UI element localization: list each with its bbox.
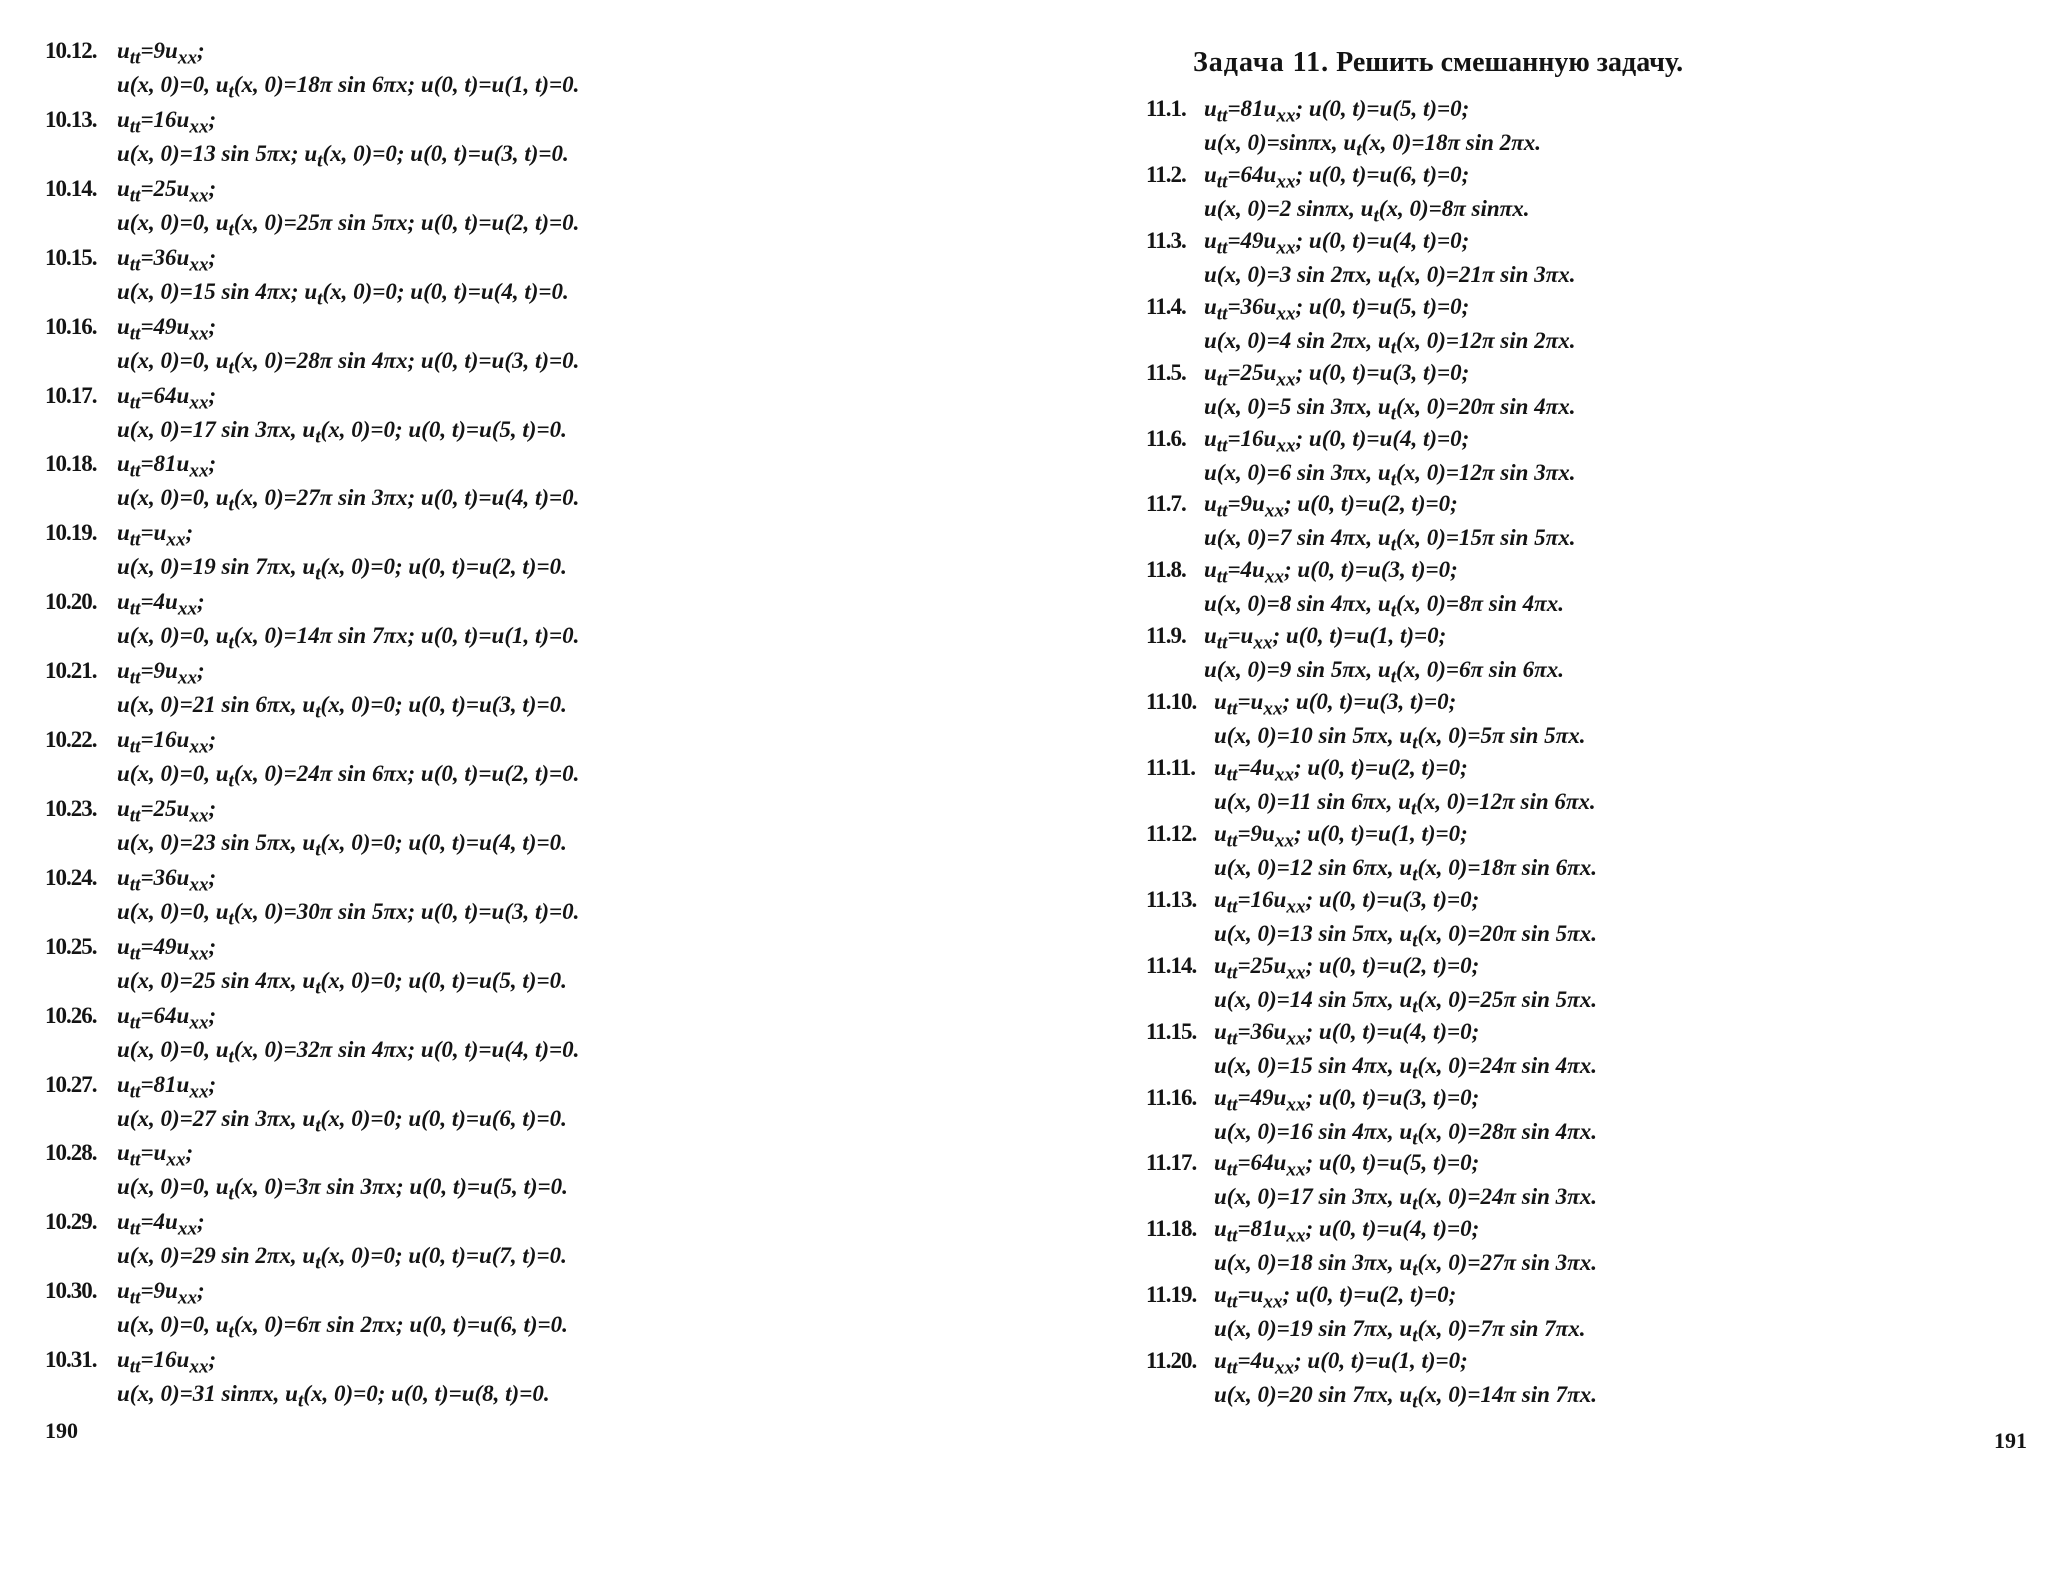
problem-equation: $u_{tt}=25u_{xx}$; <box>117 175 217 207</box>
problem-equation: $u_{tt}=16u_{xx}$; u(0, t)=u(3, t)=0; <box>1214 886 1480 918</box>
problem-equation: $u_{tt}=25u_{xx}$; <box>117 795 217 827</box>
problem-equation: $u_{tt}=49u_{xx}$; u(0, t)=u(3, t)=0; <box>1214 1084 1480 1116</box>
problem-equation: $u_{tt}=36u_{xx}$; <box>117 244 217 276</box>
problem-equation: $u_{tt}=4u_{xx}$; <box>117 589 205 620</box>
problem-equation: $u_{tt}=64u_{xx}$; <box>117 382 217 414</box>
section-heading <box>1193 47 1683 79</box>
problem-conditions: u(x, 0)=0, $u_t(x$, 0)=27π sin 3πx; u(0, t)=u(4, t)=0. <box>117 485 580 516</box>
problem-conditions: u(x, 0)=15 sin 4πx; $u_t(x$, 0)=0; u(0, t)=u(4, t)=0. <box>117 278 569 310</box>
problem-number: 10.13. <box>45 106 97 132</box>
problem-number: 11.9. <box>1146 623 1186 649</box>
problem-number: 11.7. <box>1146 491 1186 517</box>
problem-equation: $u_{tt}=16u_{xx}$; <box>117 106 217 138</box>
problem-number: 11.2. <box>1146 161 1186 187</box>
problem-conditions: u(x, 0)=2 sinπx, $u_t(x$, 0)=8π sinπx. <box>1204 195 1530 227</box>
problem-number: 11.12. <box>1146 820 1197 846</box>
problem-equation: $u_{tt}=u_{xx}$; u(0, t)=u(3, t)=0; <box>1214 689 1457 720</box>
problem-equation: $u_{tt}=64u_{xx}$; u(0, t)=u(5, t)=0; <box>1214 1150 1480 1181</box>
problem-conditions: u(x, 0)=0, $u_t(x$, 0)=18π sin 6πx; u(0, t)=u(1, t)=0. <box>117 72 580 103</box>
problem-number: 10.27. <box>45 1071 97 1097</box>
problem-number: 11.13. <box>1146 886 1197 912</box>
problem-number: 11.5. <box>1146 359 1186 385</box>
problem-conditions: u(x, 0)=23 sin 5πx, $u_t(x$, 0)=0; u(0, t)=u(4, t)=0. <box>117 829 567 861</box>
problem-number: 10.31. <box>45 1347 97 1373</box>
problem-number: 11.20. <box>1146 1348 1197 1374</box>
problem-number: 10.20. <box>45 589 97 615</box>
problem-number: 11.1. <box>1146 96 1186 121</box>
problem-conditions: u(x, 0)=7 sin 4πx, $u_t(x$, 0)=15π sin 5πx. <box>1204 525 1576 556</box>
problem-conditions: u(x, 0)=29 sin 2πx, $u_t(x$, 0)=0; u(0, t)=u(7, t)=0. <box>117 1243 567 1274</box>
problem-number: 10.26. <box>45 1002 97 1028</box>
problem-conditions: u(x, 0)=sinπx, $u_t(x$, 0)=18π sin 2πx. <box>1204 130 1541 161</box>
problem-conditions: u(x, 0)=18 sin 3πx, $u_t(x$, 0)=27π sin 3πx. <box>1214 1250 1597 1281</box>
problem-number: 11.19. <box>1146 1282 1197 1308</box>
problem-number: 10.30. <box>45 1278 97 1304</box>
problem-equation: $u_{tt}=16u_{xx}$; <box>117 727 217 758</box>
problem-conditions: u(x, 0)=5 sin 3πx, $u_t(x$, 0)=20π sin 4πx. <box>1204 393 1576 425</box>
problem-number: 11.4. <box>1146 293 1186 319</box>
problem-conditions: u(x, 0)=13 sin 5πx, $u_t(x$, 0)=20π sin 5πx. <box>1214 920 1597 952</box>
problem-equation: $u_{tt}=64u_{xx}$; u(0, t)=u(6, t)=0; <box>1204 161 1470 193</box>
problem-conditions: u(x, 0)=15 sin 4πx, $u_t(x$, 0)=24π sin 4πx. <box>1214 1052 1597 1084</box>
problem-number: 11.6. <box>1146 425 1186 451</box>
problem-conditions: u(x, 0)=8 sin 4πx, $u_t(x$, 0)=8π sin 4πx. <box>1204 591 1564 622</box>
problem-conditions: u(x, 0)=11 sin 6πx, $u_t(x$, 0)=12π sin 6πx. <box>1214 789 1596 820</box>
problem-number: 10.25. <box>45 933 97 959</box>
problem-conditions: u(x, 0)=17 sin 3πx, $u_t(x$, 0)=0; u(0, t)=u(5, t)=0. <box>117 416 567 448</box>
problem-equation: $u_{tt}=9u_{xx}$; u(0, t)=u(1, t)=0; <box>1214 820 1468 852</box>
problem-conditions: u(x, 0)=31 sinπx, $u_t(x$, 0)=0; u(0, t)=u(8, t)=0. <box>117 1381 550 1412</box>
problem-conditions: u(x, 0)=19 sin 7πx, $u_t(x$, 0)=0; u(0, t)=u(2, t)=0. <box>117 554 567 585</box>
problem-equation: $u_{tt}=64u_{xx}$; <box>117 1002 217 1034</box>
problem-conditions: u(x, 0)=0, $u_t(x$, 0)=6π sin 2πx; u(0, t)=u(6, t)=0. <box>117 1312 568 1343</box>
problem-equation: $u_{tt}=49u_{xx}$; <box>117 933 217 965</box>
problem-equation: $u_{tt}=u_{xx}$; u(0, t)=u(2, t)=0; <box>1214 1282 1457 1313</box>
problem-equation: $u_{tt}=9u_{xx}$; <box>117 38 205 69</box>
problem-equation: $u_{tt}=4u_{xx}$; <box>117 1209 205 1240</box>
problem-equation: $u_{tt}=25u_{xx}$; u(0, t)=u(2, t)=0; <box>1214 952 1480 984</box>
problem-equation: $u_{tt}=4u_{xx}$; u(0, t)=u(3, t)=0; <box>1204 557 1458 588</box>
problem-number: 10.14. <box>45 175 97 201</box>
problem-conditions: u(x, 0)=19 sin 7πx, $u_t(x$, 0)=7π sin 7πx. <box>1214 1316 1586 1347</box>
problem-conditions: u(x, 0)=20 sin 7πx, $u_t(x$, 0)=14π sin 7πx. <box>1214 1382 1597 1413</box>
problem-equation: $u_{tt}=16u_{xx}$; u(0, t)=u(4, t)=0; <box>1204 425 1470 457</box>
problem-number: 10.15. <box>45 244 97 270</box>
problem-number: 10.21. <box>45 658 97 684</box>
problem-conditions: u(x, 0)=16 sin 4πx, $u_t(x$, 0)=28π sin 4πx. <box>1214 1118 1597 1150</box>
problem-number: 11.11. <box>1146 755 1195 780</box>
problem-number: 11.3. <box>1146 227 1186 253</box>
problem-conditions: u(x, 0)=17 sin 3πx, $u_t(x$, 0)=24π sin 3πx. <box>1214 1184 1597 1215</box>
problem-number: 11.16. <box>1146 1084 1197 1110</box>
problem-number: 10.29. <box>45 1209 97 1235</box>
problem-number: 10.23. <box>45 795 97 821</box>
problem-number: 10.12. <box>45 38 97 63</box>
problem-equation: $u_{tt}=49u_{xx}$; <box>117 313 217 345</box>
problem-number: 11.8. <box>1146 557 1186 583</box>
problem-conditions: u(x, 0)=10 sin 5πx, $u_t(x$, 0)=5π sin 5πx. <box>1214 723 1586 754</box>
problem-equation: $u_{tt}=16u_{xx}$; <box>117 1347 217 1378</box>
problem-equation: $u_{tt}=36u_{xx}$; <box>117 864 217 896</box>
problem-equation: $u_{tt}=81u_{xx}$; <box>117 1071 217 1103</box>
problem-equation: $u_{tt}=9u_{xx}$; u(0, t)=u(2, t)=0; <box>1204 491 1458 522</box>
page-number-left: 190 <box>45 1418 78 1443</box>
problem-equation: $u_{tt}=81u_{xx}$; u(0, t)=u(5, t)=0; <box>1204 96 1470 127</box>
problem-number: 11.10. <box>1146 689 1197 715</box>
problem-conditions: u(x, 0)=0, $u_t(x$, 0)=25π sin 5πx; u(0, t)=u(2, t)=0. <box>117 209 580 241</box>
problem-equation: $u_{tt}=4u_{xx}$; u(0, t)=u(1, t)=0; <box>1214 1348 1468 1379</box>
problem-number: 10.18. <box>45 451 97 477</box>
problem-equation: $u_{tt}=25u_{xx}$; u(0, t)=u(3, t)=0; <box>1204 359 1470 391</box>
problem-equation: $u_{tt}=u_{xx}$; <box>117 520 194 551</box>
problem-conditions: u(x, 0)=6 sin 3πx, $u_t(x$, 0)=12π sin 3πx. <box>1204 459 1576 491</box>
problem-equation: $u_{tt}=81u_{xx}$; <box>117 451 217 482</box>
problem-conditions: u(x, 0)=3 sin 2πx, $u_t(x$, 0)=21π sin 3πx. <box>1204 261 1576 293</box>
problem-number: 11.17. <box>1146 1150 1197 1176</box>
heading-text: Решить смешанную задачу. <box>1336 47 1684 78</box>
problem-number: 11.18. <box>1146 1216 1197 1242</box>
problem-conditions: u(x, 0)=21 sin 6πx, $u_t(x$, 0)=0; u(0, t)=u(3, t)=0. <box>117 692 567 723</box>
problem-equation: $u_{tt}=9u_{xx}$; <box>117 1278 205 1309</box>
problem-conditions: u(x, 0)=0, $u_t(x$, 0)=32π sin 4πx; u(0, t)=u(4, t)=0. <box>117 1036 580 1068</box>
problem-number: 10.22. <box>45 727 97 752</box>
problem-conditions: u(x, 0)=0, $u_t(x$, 0)=30π sin 5πx; u(0, t)=u(3, t)=0. <box>117 898 580 930</box>
problem-equation: $u_{tt}=49u_{xx}$; u(0, t)=u(4, t)=0; <box>1204 227 1470 259</box>
problem-conditions: u(x, 0)=9 sin 5πx, $u_t(x$, 0)=6π sin 6πx. <box>1204 657 1564 688</box>
problem-equation: $u_{tt}=36u_{xx}$; u(0, t)=u(4, t)=0; <box>1214 1018 1480 1050</box>
problem-conditions: u(x, 0)=4 sin 2πx, $u_t(x$, 0)=12π sin 2πx. <box>1204 327 1576 359</box>
heading-label: Задача 11. <box>1193 47 1330 78</box>
problem-number: 10.17. <box>45 382 97 408</box>
problem-number: 10.16. <box>45 313 97 339</box>
page-number-right: 191 <box>1994 1428 2027 1453</box>
problem-number: 10.19. <box>45 520 97 546</box>
problem-number: 11.14. <box>1146 952 1197 978</box>
problem-number: 10.24. <box>45 864 97 890</box>
problem-conditions: u(x, 0)=14 sin 5πx, $u_t(x$, 0)=25π sin 5πx. <box>1214 986 1597 1018</box>
problem-equation: $u_{tt}=u_{xx}$; <box>117 1140 194 1171</box>
problem-equation: $u_{tt}=81u_{xx}$; u(0, t)=u(4, t)=0; <box>1214 1216 1480 1247</box>
problem-conditions: u(x, 0)=0, $u_t(x$, 0)=28π sin 4πx; u(0, t)=u(3, t)=0. <box>117 347 580 379</box>
problem-conditions: u(x, 0)=12 sin 6πx, $u_t(x$, 0)=18π sin 6πx. <box>1214 854 1597 886</box>
problem-conditions: u(x, 0)=0, $u_t(x$, 0)=14π sin 7πx; u(0, t)=u(1, t)=0. <box>117 623 580 654</box>
problem-conditions: u(x, 0)=25 sin 4πx, $u_t(x$, 0)=0; u(0, t)=u(5, t)=0. <box>117 967 567 999</box>
right-page <box>1036 0 2072 1579</box>
problem-conditions: u(x, 0)=27 sin 3πx, $u_t(x$, 0)=0; u(0, t)=u(6, t)=0. <box>117 1105 567 1137</box>
problem-equation: $u_{tt}=4u_{xx}$; u(0, t)=u(2, t)=0; <box>1214 755 1468 786</box>
problem-number: 10.28. <box>45 1140 97 1166</box>
problem-equation: $u_{tt}=9u_{xx}$; <box>117 658 205 689</box>
problem-conditions: u(x, 0)=0, $u_t(x$, 0)=3π sin 3πx; u(0, t)=u(5, t)=0. <box>117 1174 568 1205</box>
problem-equation: $u_{tt}=u_{xx}$; u(0, t)=u(1, t)=0; <box>1204 623 1447 654</box>
problem-conditions: u(x, 0)=0, $u_t(x$, 0)=24π sin 6πx; u(0, t)=u(2, t)=0. <box>117 761 580 792</box>
problem-conditions: u(x, 0)=13 sin 5πx; $u_t(x$, 0)=0; u(0, t)=u(3, t)=0. <box>117 140 569 172</box>
problem-number: 11.15. <box>1146 1018 1197 1044</box>
problem-equation: $u_{tt}=36u_{xx}$; u(0, t)=u(5, t)=0; <box>1204 293 1470 325</box>
